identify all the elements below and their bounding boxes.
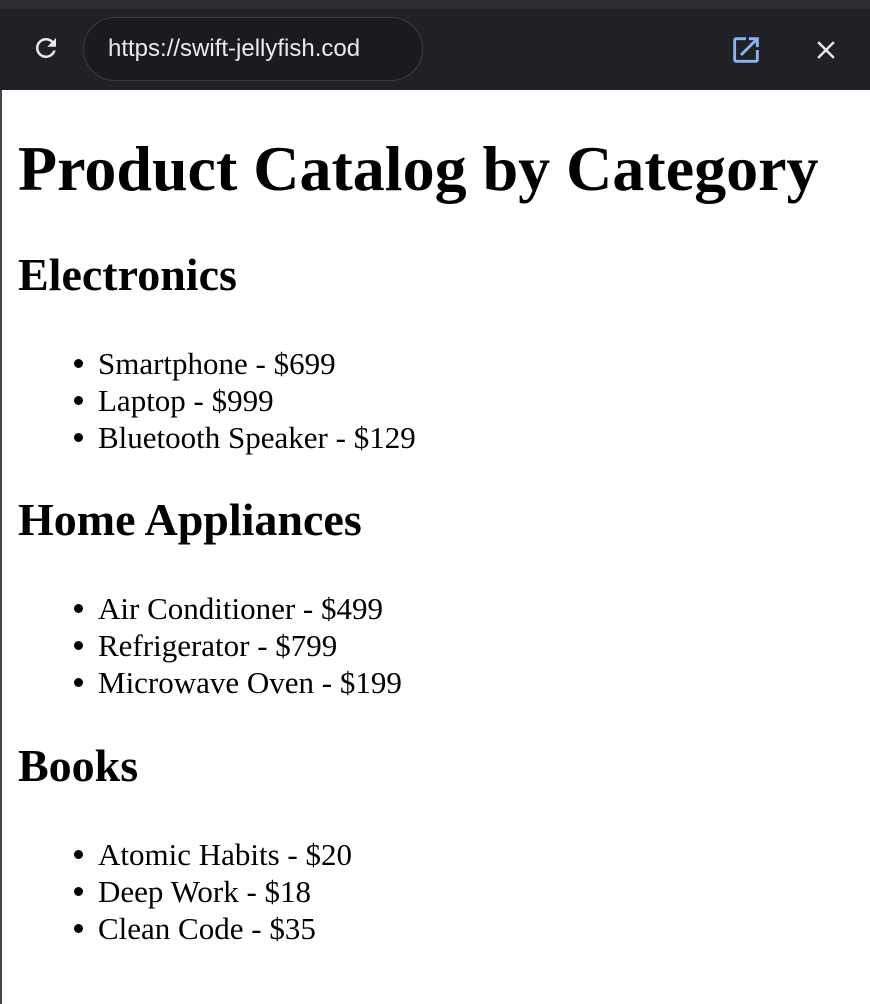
list-item xyxy=(98,345,416,382)
product-label: Atomic Habits - $20 xyxy=(98,837,352,872)
product-label: Clean Code - $35 xyxy=(98,911,316,946)
list-item xyxy=(98,627,402,664)
bullet-icon xyxy=(74,850,83,859)
bullet-icon xyxy=(74,396,83,405)
bullet-icon xyxy=(74,678,83,687)
product-list-home-appliances xyxy=(98,590,402,701)
product-label: Deep Work - $18 xyxy=(98,874,312,909)
list-item xyxy=(98,873,352,910)
bullet-icon xyxy=(74,641,83,650)
address-bar[interactable] xyxy=(83,17,423,81)
close-button[interactable] xyxy=(806,32,846,72)
page-title: Product Catalog by Category xyxy=(18,133,819,204)
category-heading-home-appliances: Home Appliances xyxy=(18,494,362,545)
product-label: Microwave Oven - $199 xyxy=(98,665,402,700)
list-item xyxy=(98,836,352,873)
product-list-books xyxy=(98,836,352,947)
list-item xyxy=(98,910,352,947)
list-item xyxy=(98,419,416,456)
bullet-icon xyxy=(74,433,83,442)
category-heading-books: Books xyxy=(18,740,139,791)
list-item xyxy=(98,382,416,419)
open-in-new-window-icon xyxy=(729,33,763,72)
open-in-new-window-button[interactable] xyxy=(726,32,766,72)
product-label: Refrigerator - $799 xyxy=(98,628,338,663)
category-heading-electronics: Electronics xyxy=(18,249,237,300)
bullet-icon xyxy=(74,924,83,933)
reload-icon xyxy=(31,33,61,68)
product-label: Bluetooth Speaker - $129 xyxy=(98,420,416,455)
product-label: Smartphone - $699 xyxy=(98,346,336,381)
close-icon xyxy=(811,35,841,70)
address-bar-url: https://swift-jellyfish.cod xyxy=(108,35,361,62)
browser-toolbar xyxy=(0,0,870,90)
page-content xyxy=(0,90,870,1004)
bullet-icon xyxy=(74,604,83,613)
bullet-icon xyxy=(74,887,83,896)
list-item xyxy=(98,590,402,627)
product-list-electronics xyxy=(98,345,416,456)
product-label: Laptop - $999 xyxy=(98,383,274,418)
reload-button[interactable] xyxy=(28,32,64,68)
bullet-icon xyxy=(74,359,83,368)
product-label: Air Conditioner - $499 xyxy=(98,591,383,626)
list-item xyxy=(98,664,402,701)
